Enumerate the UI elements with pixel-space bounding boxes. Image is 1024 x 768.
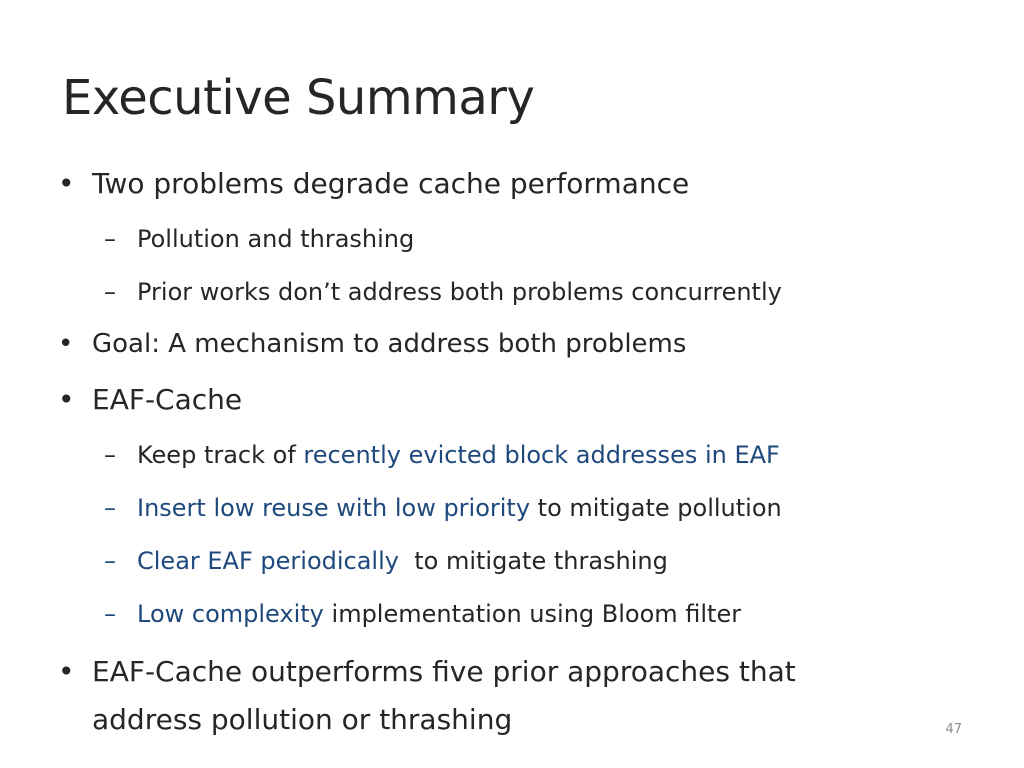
sub-bullet-suffix: implementation using Bloom filter: [323, 600, 742, 628]
bullet-text: Two problems degrade cache performance: [92, 167, 690, 200]
dash-icon: –: [104, 600, 116, 628]
dash-icon: –: [104, 441, 116, 469]
sub-bullet-item: [104, 274, 782, 310]
sub-bullet-text: Pollution and thrashing: [137, 225, 415, 253]
bullet-text: EAF-Cache: [92, 383, 243, 416]
bullet-dot-icon: •: [58, 167, 75, 200]
bullet-text: Goal: A mechanism to address both problems: [92, 329, 687, 359]
slide-title: Executive Summary: [62, 70, 535, 126]
sub-bullet-item: [104, 221, 414, 257]
page-number: 47: [945, 722, 962, 737]
bullet-dot-icon: •: [58, 655, 75, 688]
sub-bullet-text: Prior works don’t address both problems concurrently: [137, 278, 782, 306]
sub-bullet-item: [104, 437, 780, 473]
bullet-item: [58, 160, 689, 208]
bullet-dot-icon: •: [58, 329, 74, 359]
dash-icon: –: [104, 278, 116, 306]
sub-bullet-item: [104, 596, 741, 632]
sub-bullet-highlight: Low complexity: [137, 600, 324, 628]
bullet-item: [58, 320, 686, 368]
dash-icon: –: [104, 225, 116, 253]
bullet-text-line-1: EAF-Cache outperforms five prior approaches that: [92, 655, 796, 688]
sub-bullet-prefix: Keep track of: [137, 441, 304, 469]
bullet-item: [58, 648, 796, 696]
bullet-text-line-2: address pollution or thrashing: [92, 703, 513, 736]
dash-icon: –: [104, 494, 116, 522]
sub-bullet-highlight: Clear EAF periodically: [137, 547, 399, 575]
sub-bullet-highlight: Insert low reuse with low priority: [137, 494, 531, 522]
dash-icon: –: [104, 547, 116, 575]
sub-bullet-item: [104, 490, 782, 526]
sub-bullet-highlight: recently evicted block addresses in EAF: [303, 441, 780, 469]
sub-bullet-suffix: to mitigate thrashing: [398, 547, 668, 575]
bullet-item: [58, 376, 242, 424]
sub-bullet-suffix: to mitigate pollution: [530, 494, 782, 522]
bullet-dot-icon: •: [58, 383, 75, 416]
sub-bullet-item: [104, 543, 668, 579]
